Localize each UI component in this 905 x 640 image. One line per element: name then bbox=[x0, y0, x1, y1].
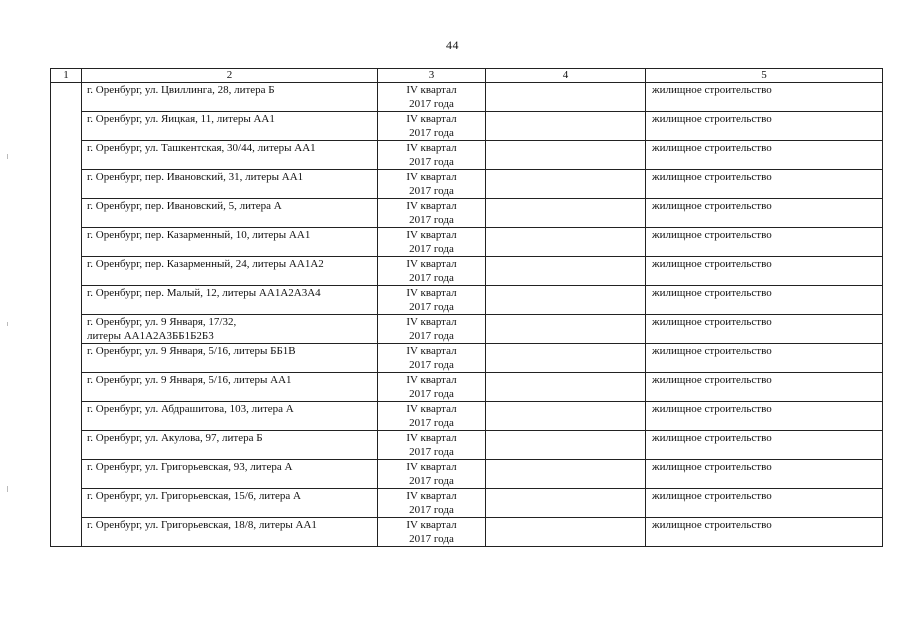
address-line: г. Оренбург, ул. Яицкая, 11, литеры АА1 bbox=[87, 113, 275, 125]
period-cell bbox=[378, 83, 486, 112]
address-line: г. Оренбург, ул. 9 Января, 5/16, литеры ББ1В bbox=[87, 345, 296, 357]
row-number-cell bbox=[51, 228, 82, 257]
address-line: г. Оренбург, ул. Григорьевская, 93, литера А bbox=[87, 461, 293, 473]
purpose-cell: жилищное строительство bbox=[646, 286, 883, 315]
table-row bbox=[51, 431, 883, 460]
period-line: IV квартал bbox=[406, 432, 457, 444]
address-line: г. Оренбург, ул. Ташкентская, 30/44, литеры АА1 bbox=[87, 142, 316, 154]
period-line: 2017 года bbox=[409, 98, 454, 110]
empty-cell bbox=[486, 83, 646, 112]
period-line: IV квартал bbox=[406, 171, 457, 183]
period-cell bbox=[378, 170, 486, 199]
purpose-cell: жилищное строительство bbox=[646, 315, 883, 344]
row-number-cell bbox=[51, 460, 82, 489]
purpose-cell: жилищное строительство bbox=[646, 257, 883, 286]
period-cell bbox=[378, 373, 486, 402]
empty-cell bbox=[486, 286, 646, 315]
address-line: г. Оренбург, ул. Цвиллинга, 28, литера Б bbox=[87, 84, 275, 96]
period-line: IV квартал bbox=[406, 461, 457, 473]
address-cell bbox=[82, 315, 378, 344]
row-number-cell bbox=[51, 112, 82, 141]
purpose-cell: жилищное строительство bbox=[646, 344, 883, 373]
period-line: 2017 года bbox=[409, 272, 454, 284]
row-number-cell bbox=[51, 257, 82, 286]
period-cell bbox=[378, 460, 486, 489]
empty-cell bbox=[486, 344, 646, 373]
empty-cell bbox=[486, 315, 646, 344]
address-line: г. Оренбург, пер. Малый, 12, литеры АА1А2А3А4 bbox=[87, 287, 321, 299]
scan-artifact-mark bbox=[7, 322, 8, 326]
address-line: г. Оренбург, пер. Казарменный, 10, литеры АА1 bbox=[87, 229, 311, 241]
period-cell bbox=[378, 228, 486, 257]
table-body bbox=[51, 83, 883, 547]
address-line: г. Оренбург, ул. 9 Января, 17/32, bbox=[87, 316, 237, 328]
address-line: г. Оренбург, ул. 9 Января, 5/16, литеры АА1 bbox=[87, 374, 292, 386]
table-row bbox=[51, 286, 883, 315]
period-line: IV квартал bbox=[406, 316, 457, 328]
purpose-cell: жилищное строительство bbox=[646, 402, 883, 431]
purpose-cell: жилищное строительство bbox=[646, 431, 883, 460]
period-cell bbox=[378, 431, 486, 460]
period-cell bbox=[378, 112, 486, 141]
address-line: г. Оренбург, пер. Ивановский, 5, литера А bbox=[87, 200, 282, 212]
period-line: IV квартал bbox=[406, 229, 457, 241]
period-line: IV квартал bbox=[406, 374, 457, 386]
period-cell bbox=[378, 141, 486, 170]
table-row bbox=[51, 518, 883, 547]
address-cell bbox=[82, 402, 378, 431]
empty-cell bbox=[486, 112, 646, 141]
table-row bbox=[51, 373, 883, 402]
period-line: 2017 года bbox=[409, 475, 454, 487]
period-line: IV квартал bbox=[406, 113, 457, 125]
empty-cell bbox=[486, 373, 646, 402]
empty-cell bbox=[486, 228, 646, 257]
period-line: 2017 года bbox=[409, 533, 454, 545]
empty-cell bbox=[486, 489, 646, 518]
column-header-1: 1 bbox=[51, 69, 82, 83]
address-cell bbox=[82, 518, 378, 547]
period-cell bbox=[378, 286, 486, 315]
empty-cell bbox=[486, 199, 646, 228]
address-cell bbox=[82, 344, 378, 373]
row-number-cell bbox=[51, 83, 82, 112]
period-line: IV квартал bbox=[406, 345, 457, 357]
address-cell bbox=[82, 489, 378, 518]
period-line: IV квартал bbox=[406, 84, 457, 96]
row-number-cell bbox=[51, 170, 82, 199]
row-number-cell bbox=[51, 315, 82, 344]
column-header-2: 2 bbox=[82, 69, 378, 83]
address-cell bbox=[82, 286, 378, 315]
address-line: г. Оренбург, пер. Ивановский, 31, литеры АА1 bbox=[87, 171, 304, 183]
row-number-cell bbox=[51, 431, 82, 460]
purpose-cell: жилищное строительство bbox=[646, 83, 883, 112]
row-number-cell bbox=[51, 141, 82, 170]
address-cell bbox=[82, 431, 378, 460]
table-row bbox=[51, 257, 883, 286]
address-line: г. Оренбург, ул. Григорьевская, 15/6, литера А bbox=[87, 490, 301, 502]
period-line: IV квартал bbox=[406, 287, 457, 299]
period-cell bbox=[378, 489, 486, 518]
period-line: 2017 года bbox=[409, 127, 454, 139]
period-line: 2017 года bbox=[409, 359, 454, 371]
table-row bbox=[51, 112, 883, 141]
period-cell bbox=[378, 402, 486, 431]
period-line: 2017 года bbox=[409, 156, 454, 168]
period-line: 2017 года bbox=[409, 504, 454, 516]
land-plot-table bbox=[50, 68, 883, 547]
table-row bbox=[51, 402, 883, 431]
row-number-cell bbox=[51, 402, 82, 431]
period-line: IV квартал bbox=[406, 519, 457, 531]
period-line: IV квартал bbox=[406, 258, 457, 270]
empty-cell bbox=[486, 431, 646, 460]
scan-artifact-mark bbox=[7, 154, 8, 159]
page-number: 44 bbox=[446, 38, 459, 52]
table-row bbox=[51, 170, 883, 199]
address-line: литеры АА1А2А3ББ1Б2Б3 bbox=[87, 330, 214, 342]
period-line: 2017 года bbox=[409, 446, 454, 458]
empty-cell bbox=[486, 402, 646, 431]
column-header-5: 5 bbox=[646, 69, 883, 83]
table-row bbox=[51, 228, 883, 257]
row-number-cell bbox=[51, 344, 82, 373]
address-cell bbox=[82, 228, 378, 257]
table-row bbox=[51, 315, 883, 344]
empty-cell bbox=[486, 257, 646, 286]
column-header-3: 3 bbox=[378, 69, 486, 83]
purpose-cell: жилищное строительство bbox=[646, 170, 883, 199]
purpose-cell: жилищное строительство bbox=[646, 199, 883, 228]
empty-cell bbox=[486, 141, 646, 170]
period-cell bbox=[378, 315, 486, 344]
period-line: 2017 года bbox=[409, 330, 454, 342]
address-cell bbox=[82, 460, 378, 489]
purpose-cell: жилищное строительство bbox=[646, 518, 883, 547]
address-cell bbox=[82, 199, 378, 228]
period-cell bbox=[378, 199, 486, 228]
period-line: 2017 года bbox=[409, 417, 454, 429]
table-row bbox=[51, 83, 883, 112]
scan-artifact-mark bbox=[7, 486, 8, 492]
purpose-cell: жилищное строительство bbox=[646, 112, 883, 141]
table-row bbox=[51, 344, 883, 373]
address-cell bbox=[82, 83, 378, 112]
period-line: 2017 года bbox=[409, 214, 454, 226]
address-cell bbox=[82, 170, 378, 199]
purpose-cell: жилищное строительство bbox=[646, 373, 883, 402]
table-header-row bbox=[51, 69, 883, 83]
table-row bbox=[51, 460, 883, 489]
column-header-4: 4 bbox=[486, 69, 646, 83]
purpose-cell: жилищное строительство bbox=[646, 228, 883, 257]
address-line: г. Оренбург, ул. Абдрашитова, 103, литера А bbox=[87, 403, 294, 415]
table-row bbox=[51, 489, 883, 518]
period-line: IV квартал bbox=[406, 403, 457, 415]
empty-cell bbox=[486, 170, 646, 199]
period-cell bbox=[378, 344, 486, 373]
row-number-cell bbox=[51, 489, 82, 518]
period-line: 2017 года bbox=[409, 185, 454, 197]
table-row bbox=[51, 141, 883, 170]
period-line: IV квартал bbox=[406, 142, 457, 154]
purpose-cell: жилищное строительство bbox=[646, 141, 883, 170]
row-number-cell bbox=[51, 199, 82, 228]
period-cell bbox=[378, 257, 486, 286]
period-line: 2017 года bbox=[409, 243, 454, 255]
period-cell bbox=[378, 518, 486, 547]
address-cell bbox=[82, 257, 378, 286]
period-line: 2017 года bbox=[409, 388, 454, 400]
purpose-cell: жилищное строительство bbox=[646, 460, 883, 489]
address-cell bbox=[82, 112, 378, 141]
row-number-cell bbox=[51, 518, 82, 547]
address-line: г. Оренбург, пер. Казарменный, 24, литеры АА1А2 bbox=[87, 258, 324, 270]
row-number-cell bbox=[51, 373, 82, 402]
empty-cell bbox=[486, 460, 646, 489]
table-row bbox=[51, 199, 883, 228]
address-line: г. Оренбург, ул. Григорьевская, 18/8, литеры АА1 bbox=[87, 519, 317, 531]
purpose-cell: жилищное строительство bbox=[646, 489, 883, 518]
address-cell bbox=[82, 373, 378, 402]
period-line: IV квартал bbox=[406, 200, 457, 212]
period-line: IV квартал bbox=[406, 490, 457, 502]
address-line: г. Оренбург, ул. Акулова, 97, литера Б bbox=[87, 432, 263, 444]
row-number-cell bbox=[51, 286, 82, 315]
period-line: 2017 года bbox=[409, 301, 454, 313]
empty-cell bbox=[486, 518, 646, 547]
address-cell bbox=[82, 141, 378, 170]
